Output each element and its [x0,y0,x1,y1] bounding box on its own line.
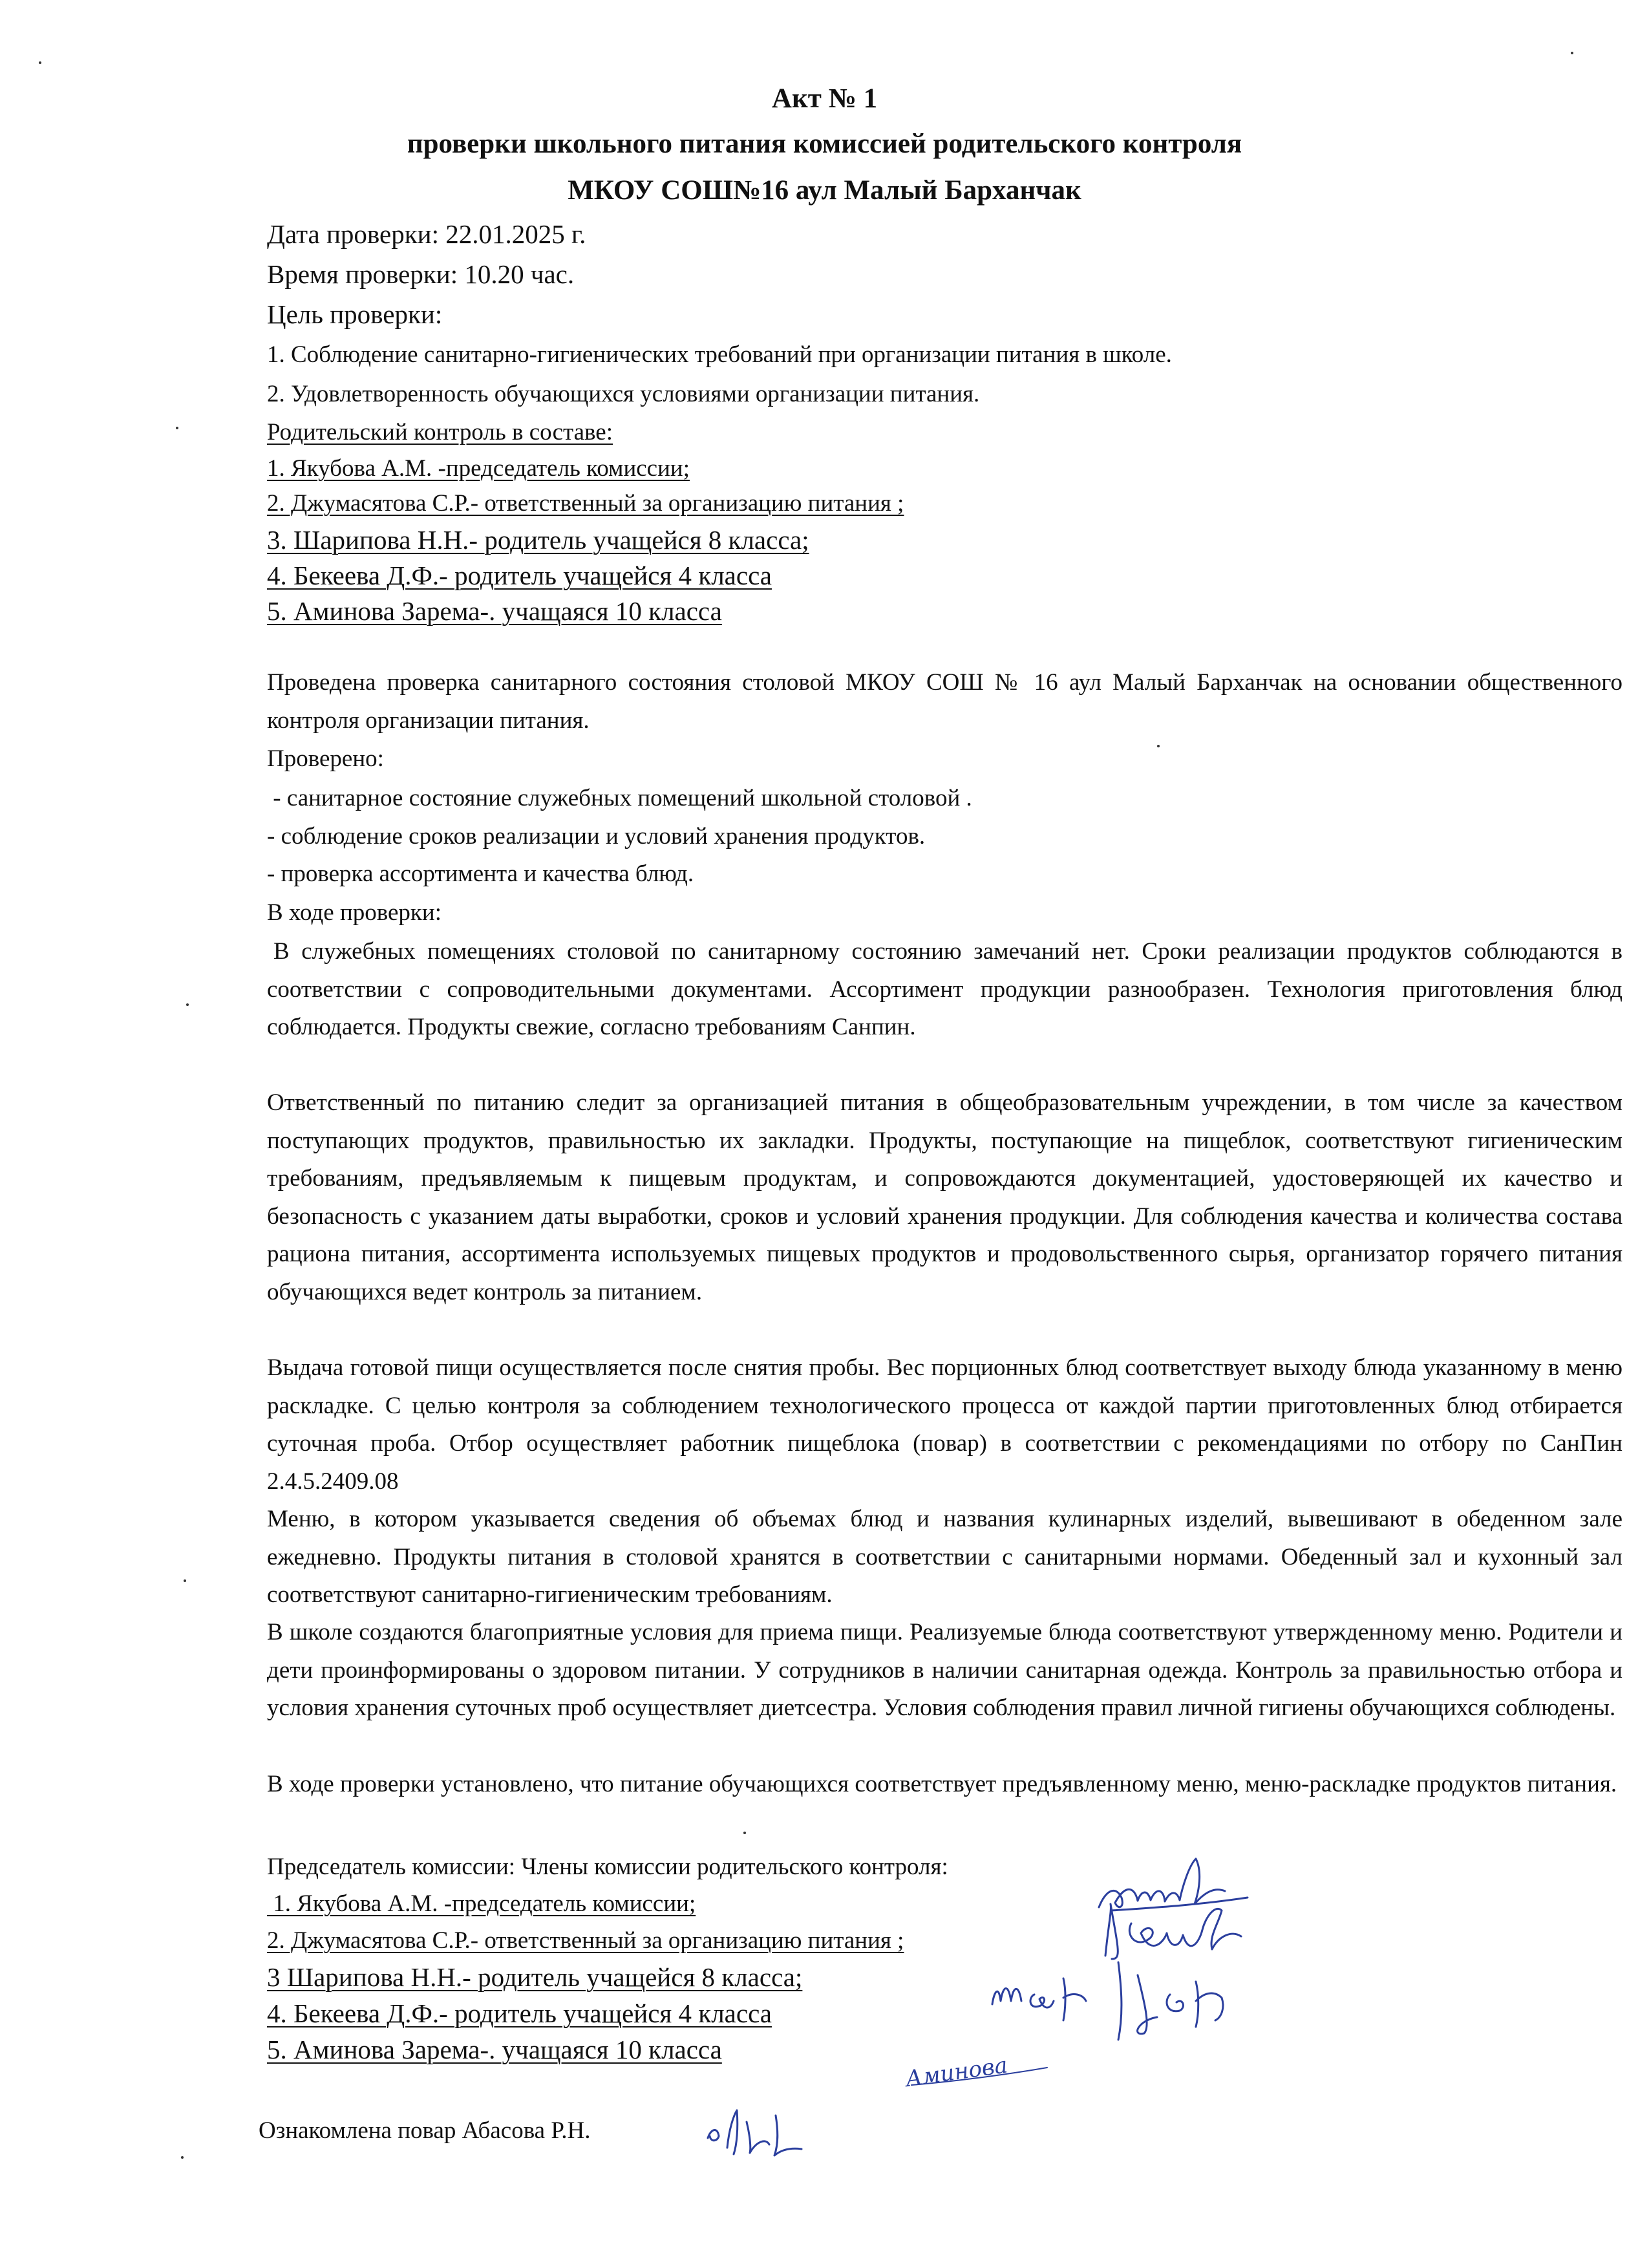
signature-heading: Председатель комиссии: Члены комиссии родительского контроля: [267,1854,948,1880]
findings-paragraph: Ответственный по питанию следит за организацией питания в общеобразовательным учреждении, в том числе за качеством поступающих продуктов, правильностью их закладки. Продукты, поступающие на пищеблок, соответствуют гигиеническим требованиям, предъявляемым к пищевым продуктам, и сопровождаются документацией, удостоверяющей их качество и безопасность с указанием даты выработки, сроков и условий хранения продукции. Для соблюдения качества и количества состава рациона питания, ассортимента используемых пищевых продуктов и продовольственного сырья, организатор горячего питания обучающихся ведет контроль за питанием. [267,1089,1622,1305]
goal-heading: Цель проверки: [267,299,443,329]
signature-member: 2. Джумасятова С.Р.- ответственный за организацию питания ; [267,1927,904,1954]
scan-speck [184,1579,186,1582]
signature-member: 1. Якубова А.М. -председатель комиссии; [267,1890,696,1917]
signature-member: 4. Бекеева Д.Ф.- родитель учащейся 4 класса [267,1998,772,2028]
findings-paragraph: Меню, в котором указывается сведения об объемах блюд и названия кулинарных изделий, вывешивают в обеденном зале ежедневно. Продукты питания в столовой хранятся в соответствии с санитарными нормами. Обеденный зал и кухонный зал соответствуют санитарно-гигиеническим требованиям. [267,1506,1622,1609]
scan-speck [181,2156,184,2159]
conclusion-paragraph: В ходе проверки установлено, что питание обучающихся соответствует предъявленному меню, меню-раскладке продуктов питания. [267,1771,1617,1797]
findings-paragraph: В школе создаются благоприятные условия для приема пищи. Реализуемые блюда соответствуют утвержденному меню. Родители и дети проинформированы о здоровом питании. У сотрудников в наличии санитарная одежда. Контроль за правильностью отбора и условия хранения суточных проб осуществляет диетсестра. Условия соблюдения правил личной гигиены обучающихся соблюдены. [267,1619,1622,1722]
during-heading: В ходе проверки: [267,899,442,926]
school-name: МКОУ СОШ№16 аул Малый Барханчак [568,175,1081,206]
document-title: Акт № 1 [771,83,878,114]
scan-speck [186,1003,189,1006]
commission-member: 5. Аминова Зарема-. учащаяся 10 класса [267,596,722,626]
signature-aminova [899,2037,1067,2095]
commission-member: 1. Якубова А.М. -председатель комиссии; [267,455,690,482]
commission-heading: Родительский контроль в составе: [267,419,613,445]
checked-item: - проверка ассортимента и качества блюд. [267,861,694,887]
acknowledged-line: Ознакомлена повар Абасова Р.Н. [259,2117,591,2144]
checked-item: - соблюдение сроков реализации и условий хранения продуктов. [267,823,926,850]
findings-paragraph: В служебных помещениях столовой по санитарному состоянию замечаний нет. Сроки реализации продуктов соблюдаются в соответствии с сопроводительными документами. Ассортимент продукции разнообразен. Технология приготовления блюд соблюдается. Продукты свежие, согласно требованиям Санпин. [267,938,1622,1041]
document-subtitle: проверки школьного питания комиссией родительского контроля [407,129,1242,159]
scan-speck [1571,52,1573,54]
signature-abasova [698,2102,814,2161]
intro-paragraph: Проведена проверка санитарного состояния столовой МКОУ СОШ № 16 аул Малый Барханчак на основании общественного контроля организации питания. [267,669,1622,734]
checked-heading: Проверено: [267,745,384,772]
inspection-date: Дата проверки: 22.01.2025 г. [267,219,586,249]
scan-speck [176,427,178,429]
goal-item: 1. Соблюдение санитарно-гигиенических требований при организации питания в школе. [267,341,1172,368]
signature-bekeeva [1099,1956,1254,2046]
goal-item: 2. Удовлетворенность обучающихся условиями организации питания. [267,381,980,407]
findings-paragraph: Выдача готовой пищи осуществляется после снятия пробы. Вес порционных блюд соответствует выходу блюда указанному в меню раскладке. С целью контроля за соблюдением технологического процесса от каждой партии приготовленных блюд отбирается суточная проба. Отбор осуществляет работник пищеблока (повар) в соответствии с рекомендациями по отбору по СанПин 2.4.5.2409.08 [267,1354,1622,1495]
commission-member: 4. Бекеева Д.Ф.- родитель учащейся 4 класса [267,561,772,590]
commission-member: 3. Шарипова Н.Н.- родитель учащейся 8 класса; [267,525,809,555]
signature-member: 3 Шарипова Н.Н.- родитель учащейся 8 класса; [267,1962,803,1992]
scan-speck [39,61,41,64]
checked-item: - санитарное состояние служебных помещений школьной столовой . [267,785,972,811]
inspection-time: Время проверки: 10.20 час. [267,259,575,289]
commission-member: 2. Джумасятова С.Р.- ответственный за организацию питания ; [267,490,904,517]
scan-speck [1157,745,1160,747]
svg-text:Аминова: Аминова [904,2052,1010,2093]
signature-sharipova [983,1965,1112,2030]
scan-speck [743,1832,746,1834]
signature-member: 5. Аминова Зарема-. учащаяся 10 класса [267,2035,722,2064]
